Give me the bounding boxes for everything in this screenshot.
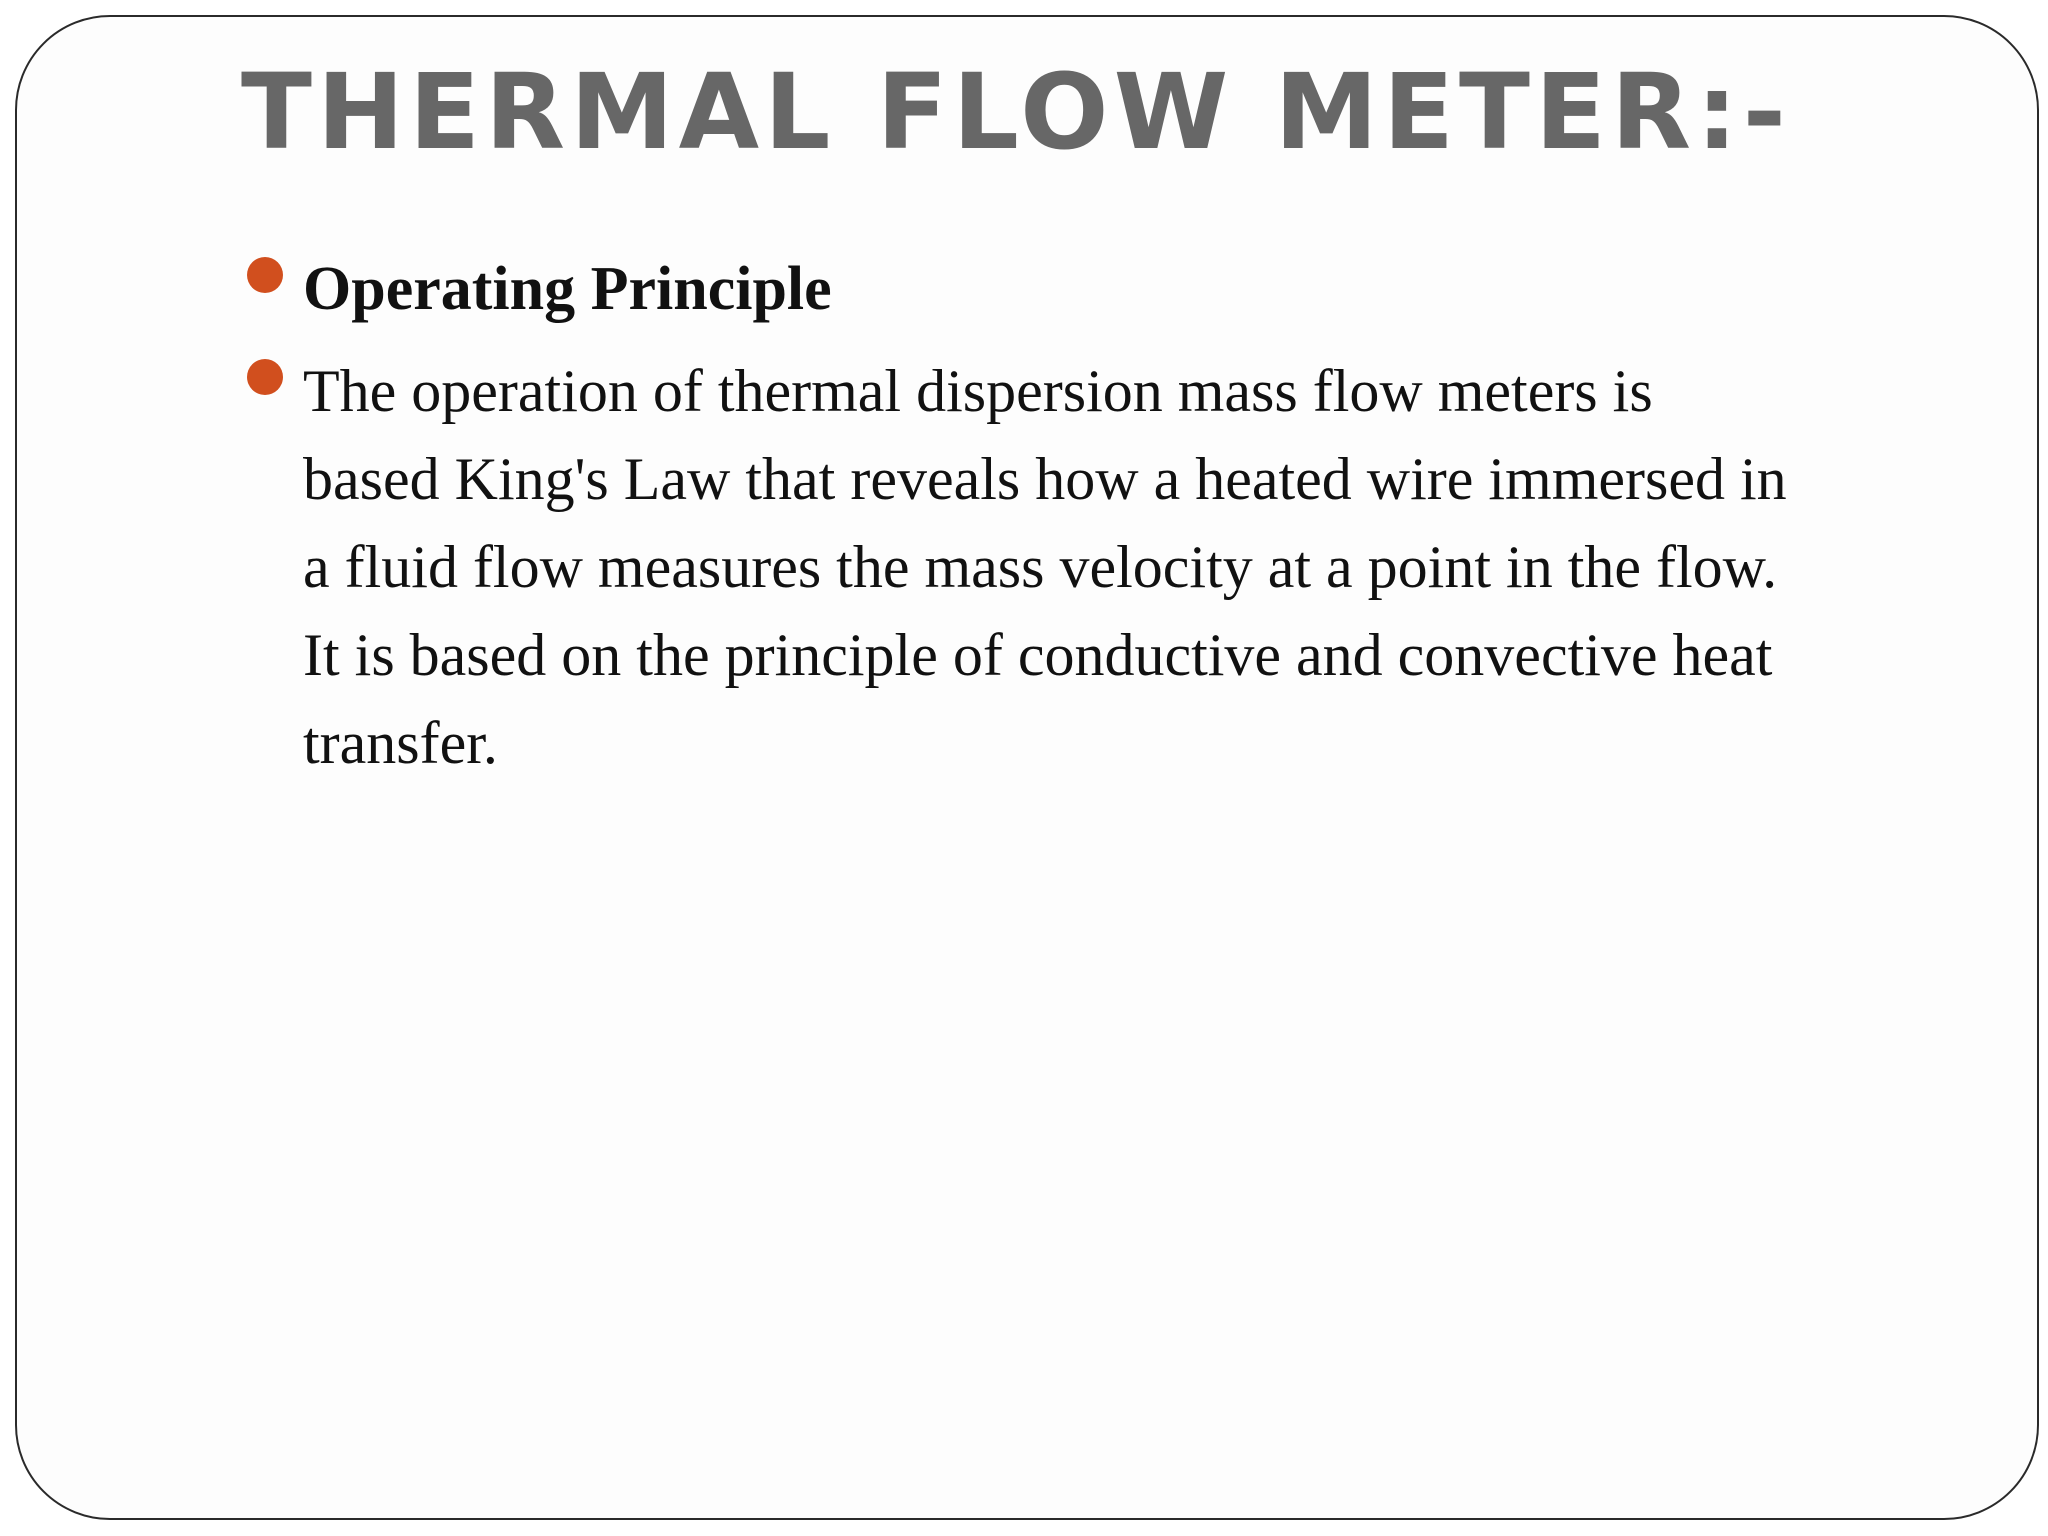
bullet-line-2: based King's Law that reveals how a heated wire immersed in: [303, 446, 1787, 512]
bullet-line-1: The operation of thermal dispersion mass flow meters is: [303, 358, 1653, 424]
bullet-heading: Operating Principle: [303, 255, 832, 323]
bullet-item-operating-principle: [247, 245, 1947, 333]
bullet-dot-icon: [247, 257, 283, 293]
bullet-item-description: [247, 347, 1947, 787]
slide-frame: [15, 15, 2039, 1520]
bullet-list: [247, 245, 1947, 801]
bullet-line-3: a fluid flow measures the mass velocity at a point in the flow.: [303, 534, 1778, 600]
slide-title: THERMAL FLOW METER:-: [241, 51, 1791, 173]
bullet-line-5: transfer.: [303, 710, 498, 776]
bullet-line-4: It is based on the principle of conductive and convective heat: [303, 622, 1773, 688]
bullet-dot-icon: [247, 359, 283, 395]
